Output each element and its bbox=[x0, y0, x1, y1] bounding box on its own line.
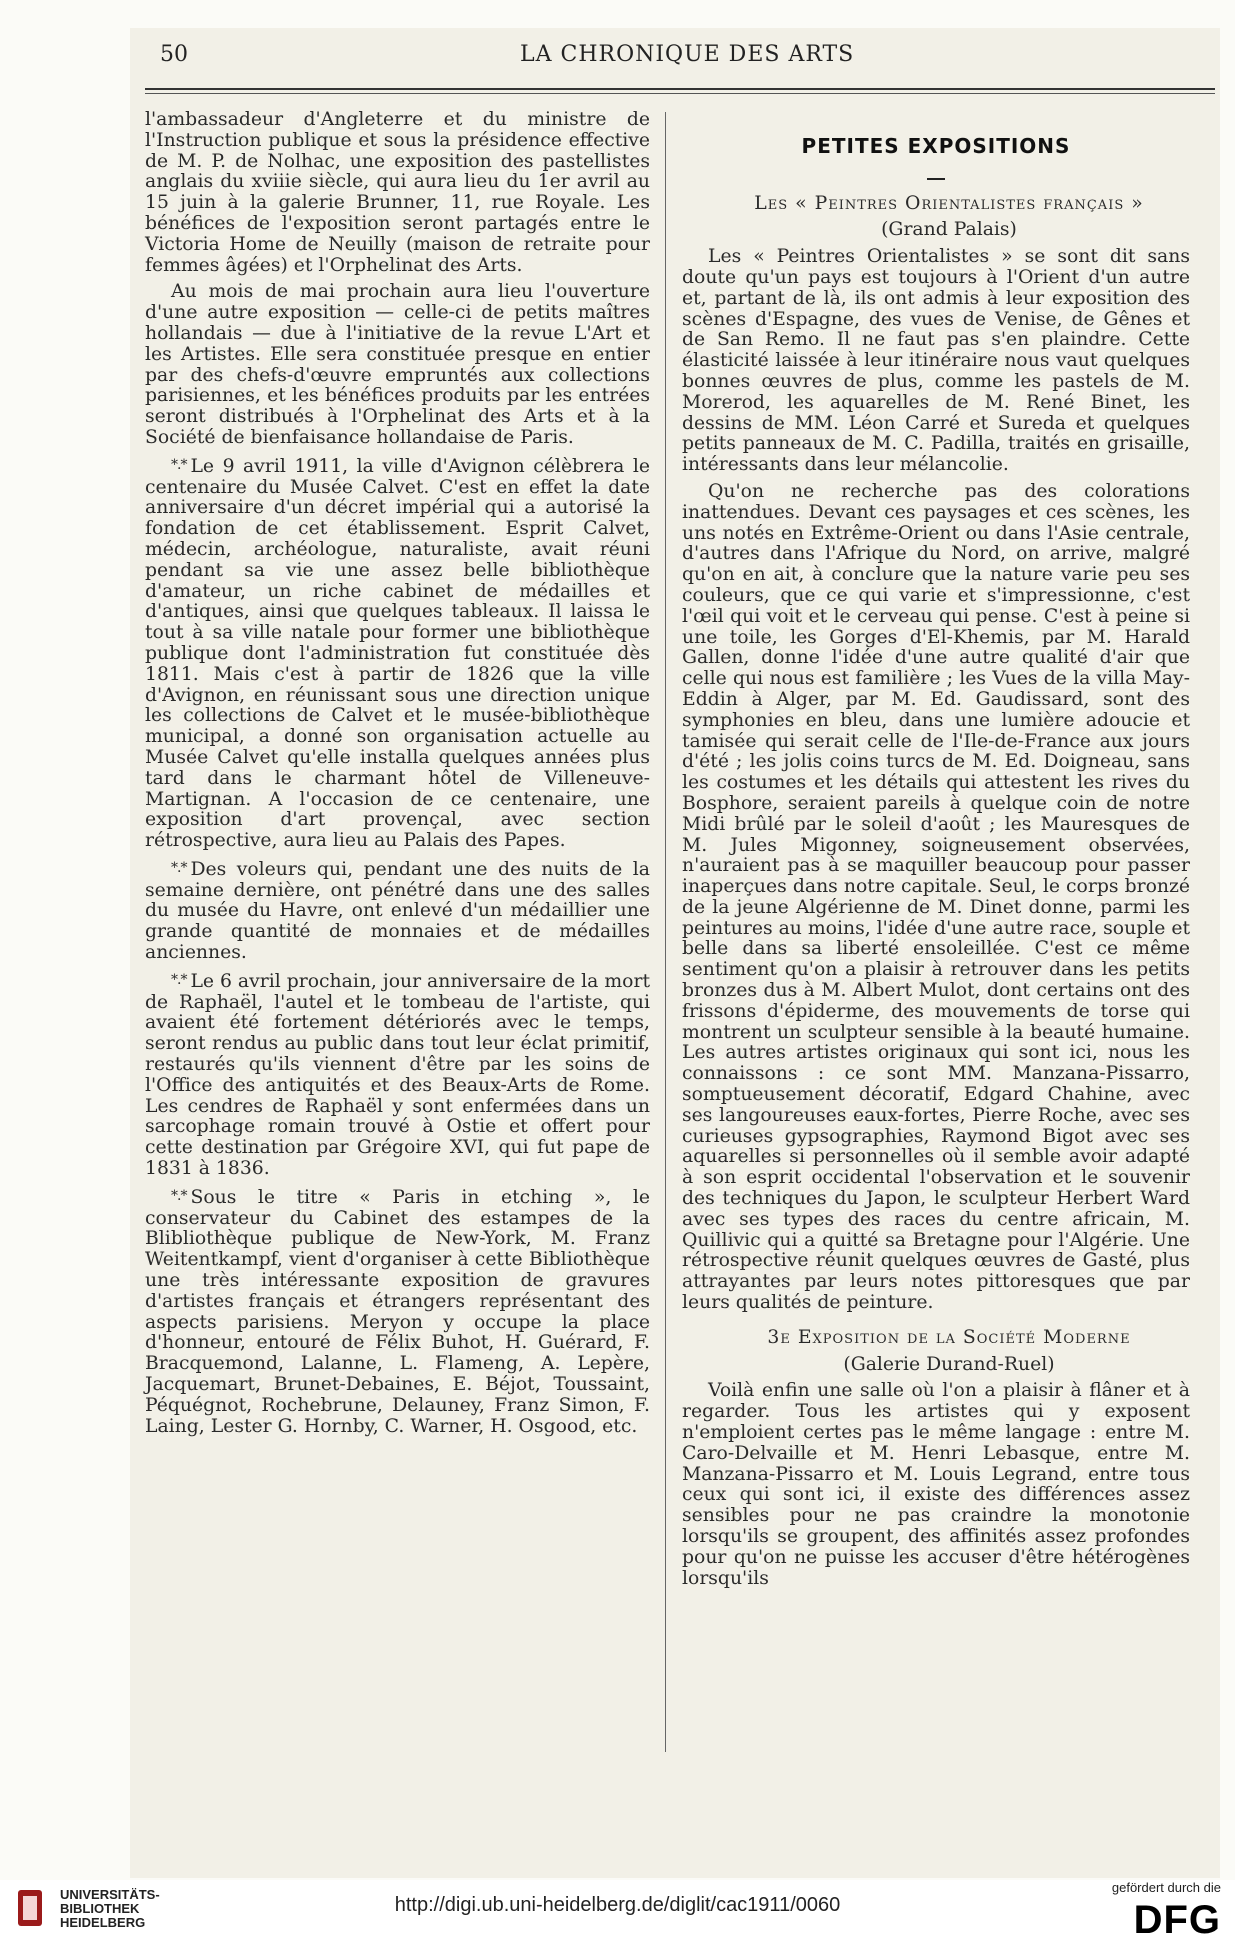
asterism-icon: *.* bbox=[171, 859, 187, 876]
page-number: 50 bbox=[160, 42, 188, 67]
left-paragraph: *.* Des voleurs qui, pendant une des nuits de la semaine dernière, ont pénétré dans une des salles du musée du Havre, ont enlevé d'un médaillier une grande quantité de monnaies et de médailles anciennes. bbox=[145, 858, 650, 964]
section-title: PETITES EXPOSITIONS bbox=[801, 134, 1071, 158]
asterism-icon: *.* bbox=[171, 971, 187, 988]
header-rule bbox=[145, 88, 1215, 90]
subsection-location: (Galerie Durand-Ruel) bbox=[843, 1353, 1055, 1375]
left-paragraph: Au mois de mai prochain aura lieu l'ouverture d'une autre exposition — celle-ci de petits maîtres hollandais — due à l'initiative de la revue L'Art et les Artistes. Elle sera constituée presque en entier par des chefs-d'œuvre empruntés aux collections parisiennes, et les bénéfices produits par les entrées seront distribués à l'Orphelinat des Arts et à la Société de bienfaisance hollandaise de Paris. bbox=[145, 281, 650, 448]
dfg-logo: DFG bbox=[1133, 1898, 1221, 1942]
header-rule-thin bbox=[145, 93, 1215, 94]
left-column bbox=[145, 110, 650, 1443]
asterism-icon: *.* bbox=[171, 1187, 187, 1204]
asterism-icon: *.* bbox=[171, 456, 187, 473]
subsection-title: 3e Exposition de la Société Moderne bbox=[767, 1326, 1131, 1348]
running-header bbox=[160, 42, 1220, 67]
running-head: LA CHRONIQUE DES ARTS bbox=[520, 42, 855, 67]
right-paragraph: Qu'on ne recherche pas des colorations inattendues. Devant ces paysages et ces scènes, les uns notés en Extrême-Orient ou dans l'Asie centrale, d'autres dans l'Afrique du Nord, on arrive, malgré qu'on en ait, à conclure que la nature varie peu ses couleurs, que ce qui varie et s'impressionne, c'est l'œil qui voit et le cerveau qui pense. C'est à peine si une toile, les Gorges d'El-Khemis, par M. Harald Gallen, donne l'idée d'une autre qualité d'air que celle qui nous est familière ; les Vues de la villa May-Eddin à Alger, par M. Ed. Gaudissard, sont des symphonies en bleu, dans une lumière adoucie et tamisée qui serait celle de l'Ile-de-France aux jours d'été ; les jolis coins turcs de M. Ed. Doigneau, sans les costumes et les détails qui attestent les rives du Bosphore, seraient pareils à quelque coin de notre Midi brûlé par le soleil d'août ; les Mauresques de M. Jules Migonney, soigneusement observées, n'auraient pas à se maquiller beaucoup pour passer inaperçues dans notre capitale. Seul, le corps bronzé de la jeune Algérienne de M. Dinet donne, parmi les peintures au moins, l'idée d'une autre race, souple et belle dans sa liberté ensoleillée. C'est ce même sentiment qu'on a plaisir à retrouver dans les petits bronzes dus à M. Albert Mulot, dont certains ont des frissons d'épiderme, des mouvements de torse qui montrent un sculpteur sensible à la beauté humaine. Les autres artistes originaux qui sont ici, nous les connaissons : ce sont MM. Manzana-Pissarro, somptueusement décoratif, Edgard Chahine, avec ses langoureuses eaux-fortes, Pierre Roche, avec ses curieuses gypsographies, Raymond Bigot avec ses aquarelles si personnelles où il semble avoir adapté à son esprit occidental l'observation et le souvenir des techniques du Japon, le sculpteur Herbert Ward avec ses types des races du centre africain, M. Quillivic qui a quitté sa Bretagne pour l'Algérie. Une rétrospective réunit quelques œuvres de Gasté, plus attrayantes par leurs notes pittoresques que par leurs qualités de peinture. bbox=[682, 480, 1190, 1314]
left-paragraph: *.* Le 9 avril 1911, la ville d'Avignon célèbrera le centenaire du Musée Calvet. C'est en effet la date anniversaire d'un décret impérial qui a autorisé la fondation de cet établissement. Esprit Calvet, médecin, archéologue, naturaliste, avait réuni pendant sa vie une assez belle bibliothèque d'amateur, un riche cabinet de médailles et d'antiques, ainsi que quelques tableaux. Il laissa le tout à sa ville natale pour former une bibliothèque publique dont l'administration fut constituée dès 1811. Mais c'est à partir de 1826 que la ville d'Avignon, en réunissant sous une direction unique les collections de Calvet et le musée-bibliothèque municipal, a donné son organisation actuelle au Musée Calvet qu'elle installa quelques années plus tard dans le charmant hôtel de Villeneuve-Martignan. A l'occasion de ce centenaire, une exposition d'art provençal, avec section rétrospective, aura lieu au Palais des Papes. bbox=[145, 455, 650, 852]
right-column bbox=[682, 136, 1190, 1595]
source-url[interactable]: http://digi.ub.uni-heidelberg.de/diglit/cac1911/0060 bbox=[394, 1894, 841, 1916]
left-paragraph: l'ambassadeur d'Angleterre et du ministre de l'Instruction publique et sous la présidence effective de M. P. de Nolhac, une exposition des pastellistes anglais du xviiie siècle, qui aura lieu du 1er avril au 15 juin à la galerie Brunner, 11, rue Royale. Les bénéfices de l'exposition seront partagés entre le Victoria Home de Neuilly (maison de retraite pour femmes âgées) et l'Orphelinat des Arts. bbox=[145, 109, 650, 276]
right-paragraph: Voilà enfin une salle où l'on a plaisir à flâner et à regarder. Tous les artistes qui y exposent n'emploient certes pas le même langage : entre M. Caro-Delvaille et M. Henri Lebasque, entre M. Manzana-Pissarro et M. Louis Legrand, entre tous ceux qui sont ici, il existe des différences assez sensibles pour ne pas craindre la monotonie lorsqu'ils se groupent, des affinités assez profondes pour qu'on ne puisse les accuser d'être hétérogènes lorsqu'ils bbox=[682, 1380, 1190, 1589]
right-paragraph: Les « Peintres Orientalistes » se sont dit sans doute qu'un pays est toujours à l'Orient d'un autre et, partant de là, ils ont admis à leur exposition des scènes d'Espagne, des vues de Venise, de Gênes et de San Remo. Il ne faut pas s'en plaindre. Cette élasticité laissée à leur itinéraire nous vaut quelques bonnes œuvres de plus, comme les pastels de M. Morerod, les aquarelles de M. René Binet, les dessins de MM. Léon Carré et Sureda et quelques petits panneaux de M. C. Padilla, traités en grisaille, intéressants dans leur mélancolie. bbox=[682, 246, 1190, 476]
funding-note: gefördert durch die bbox=[1111, 1880, 1221, 1895]
subsection-location: (Grand Palais) bbox=[881, 219, 1017, 241]
column-divider bbox=[665, 112, 666, 1752]
footer-bar bbox=[0, 1880, 1235, 1941]
title-dash bbox=[682, 165, 1190, 186]
subsection-title: Les « Peintres Orientalistes français » bbox=[754, 192, 1144, 214]
left-paragraph: *.* Le 6 avril prochain, jour anniversaire de la mort de Raphaël, l'autel et le tombeau de l'artiste, qui avaient été fortement détériorés avec le temps, seront rendus au public dans tout leur éclat primitif, restaurés qu'ils viennent d'être par les soins de l'Office des antiquités et des Beaux-Arts de Rome. Les cendres de Raphaël y sont enfermées dans un sarcophage romain trouvé à Ostie et offert pour cette destination par Grégoire XVI, qui fut pape de 1831 à 1836. bbox=[145, 970, 650, 1180]
left-paragraph: *.* Sous le titre « Paris in etching », le conservateur du Cabinet des estampes de la Blibliothèque publique de New-York, M. Franz Weitentkampf, vient d'organiser à cette Bibliothèque une très intéressante exposition de gravures d'artistes français et étrangers représentant des aspects parisiens. Meryon y occupe la place d'honneur, entouré de Félix Buhot, H. Guérard, F. Bracquemond, Lalanne, L. Flameng, A. Lepère, Jacquemart, Brunet-Debaines, E. Béjot, Toussaint, Péquégnot, Rochebrune, Delauney, Franz Simon, F. Laing, Lester G. Hornby, C. Warner, H. Osgood, etc. bbox=[145, 1186, 650, 1437]
library-name: UNIVERSITÄTS- BIBLIOTHEK HEIDELBERG bbox=[60, 1887, 160, 1930]
